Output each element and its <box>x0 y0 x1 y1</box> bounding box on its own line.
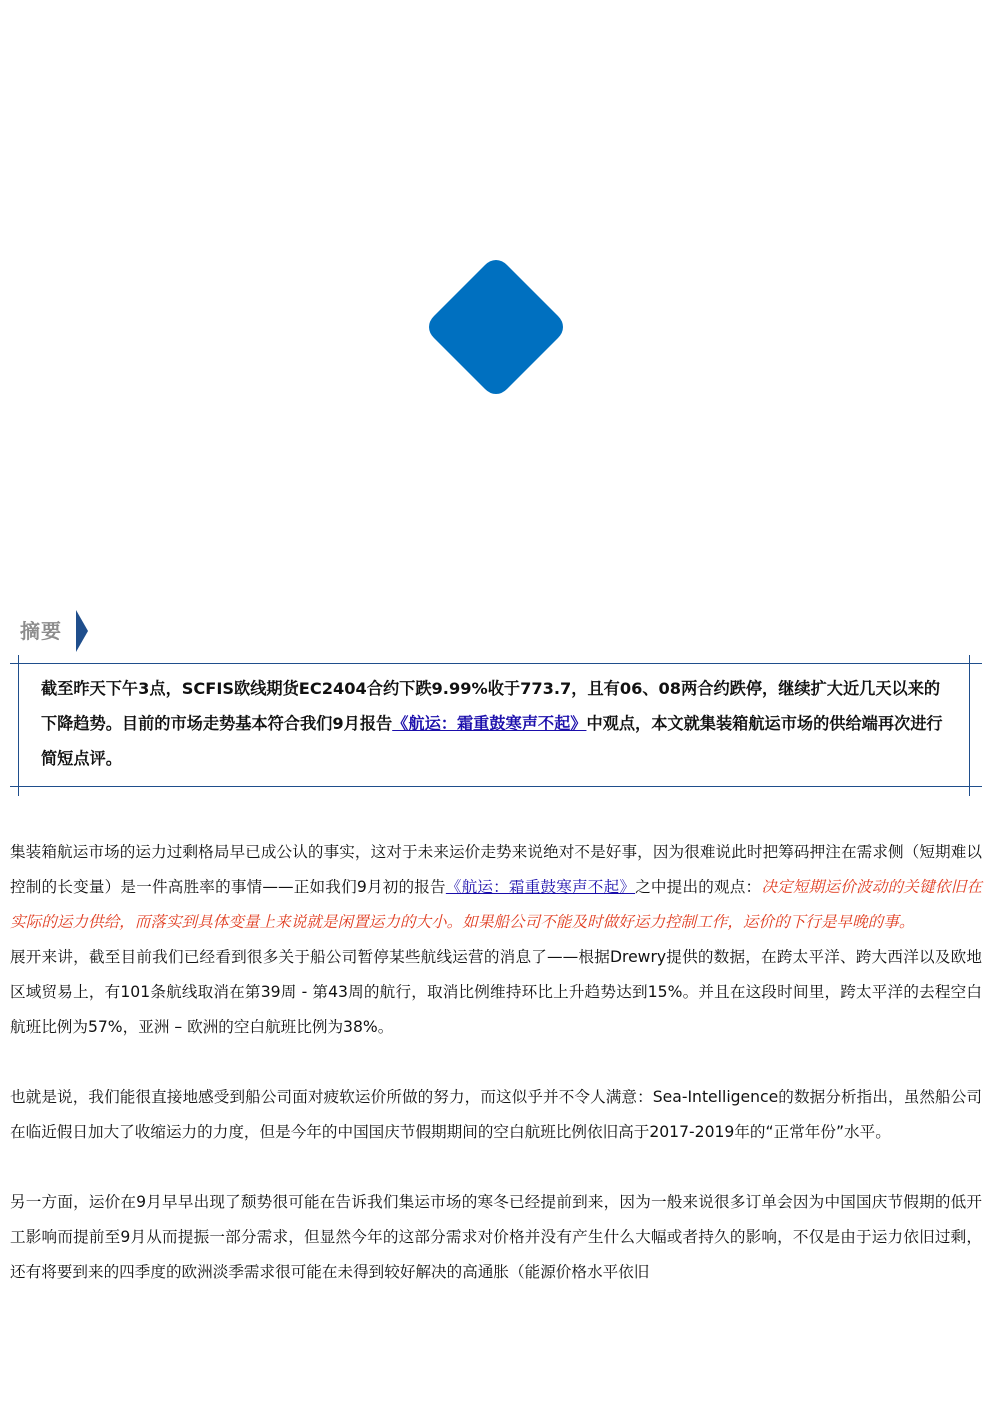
summary-left-rule <box>18 655 19 796</box>
paragraph-1 <box>10 835 982 940</box>
emphasis-text: 决定短期运价波动的关键依旧在实际的运力供给，而落实到具体变量上来说就是闲置运力的大小。如果船公司不能及时做好运力控制工作，运价的下行是早晚的事。 <box>10 878 982 931</box>
paragraph-4: 另一方面，运价在9月早早出现了颓势很可能在告诉我们集运市场的寒冬已经提前到来，因为一般来说很多订单会因为中国国庆节假期的低开工影响而提前至9月从而提振一部分需求，但显然今年的这部分需求对价格并没有产生什么大幅或者持久的影响，不仅是由于运力依旧过剩，还有将要到来的四季度的欧洲淡季需求很可能在未得到较好解决的高通胀（能源价格水平依旧 <box>10 1193 982 1281</box>
summary-text-part: 截至昨天下午3点，SCFIS欧线期货EC2404合约下跌9.99%收于773.7，且有06、08两合约跌停，继续扩大近几天以来的下降趋势。目前的市场走势基本符合我们9月报告 <box>41 679 941 733</box>
paragraph-spacer <box>10 1150 982 1185</box>
company-logo-diamond <box>425 256 567 398</box>
paragraph-text: 之中提出的观点： <box>635 878 762 896</box>
summary-right-rule <box>969 655 970 796</box>
summary-top-rule <box>10 663 982 664</box>
summary-bottom-rule <box>10 786 982 787</box>
paragraph-2: 展开来讲，截至目前我们已经看到很多关于船公司暂停某些航线运营的消息了——根据Drewry提供的数据，在跨太平洋、跨大西洋以及欧地区域贸易上，有101条航线取消在第39周 - 第43周的航行，取消比例维持环比上升趋势达到15%。并且在这段时间里，跨太平洋的去程空白航班比例为57%，亚洲 – 欧洲的空白航班比例为38%。 <box>10 948 982 1036</box>
chevron-right-icon <box>75 610 89 652</box>
paragraph-text: 集装箱航运市场的运力过剩格局早已成公认的事实，这对于未来运价走势来说绝对不是好事，因为很难说此时把筹码押注在需求侧（短期难以控制的长变量）是一件高胜率的事情——正如我们9月初的报告 <box>10 843 982 896</box>
summary-heading: 摘要 <box>20 619 62 643</box>
report-link[interactable]: 《航运：霜重鼓寒声不起》 <box>445 878 636 896</box>
paragraph-3: 也就是说，我们能很直接地感受到船公司面对疲软运价所做的努力，而这似乎并不令人满意：Sea-Intelligence的数据分析指出，虽然船公司在临近假日加大了收缩运力的力度，但是今年的中国国庆节假期期间的空白航班比例依旧高于2017-2019年的“正常年份”水平。 <box>10 1088 982 1141</box>
summary-text-part: 中观点，本文就集装箱航运市场的供给端再次进行简短点评。 <box>41 714 943 768</box>
paragraph-spacer <box>10 1045 982 1080</box>
summary-box <box>10 655 982 796</box>
report-link[interactable]: 《航运：霜重鼓寒声不起》 <box>392 714 587 733</box>
summary-text <box>41 671 953 776</box>
article-body <box>10 835 982 1290</box>
